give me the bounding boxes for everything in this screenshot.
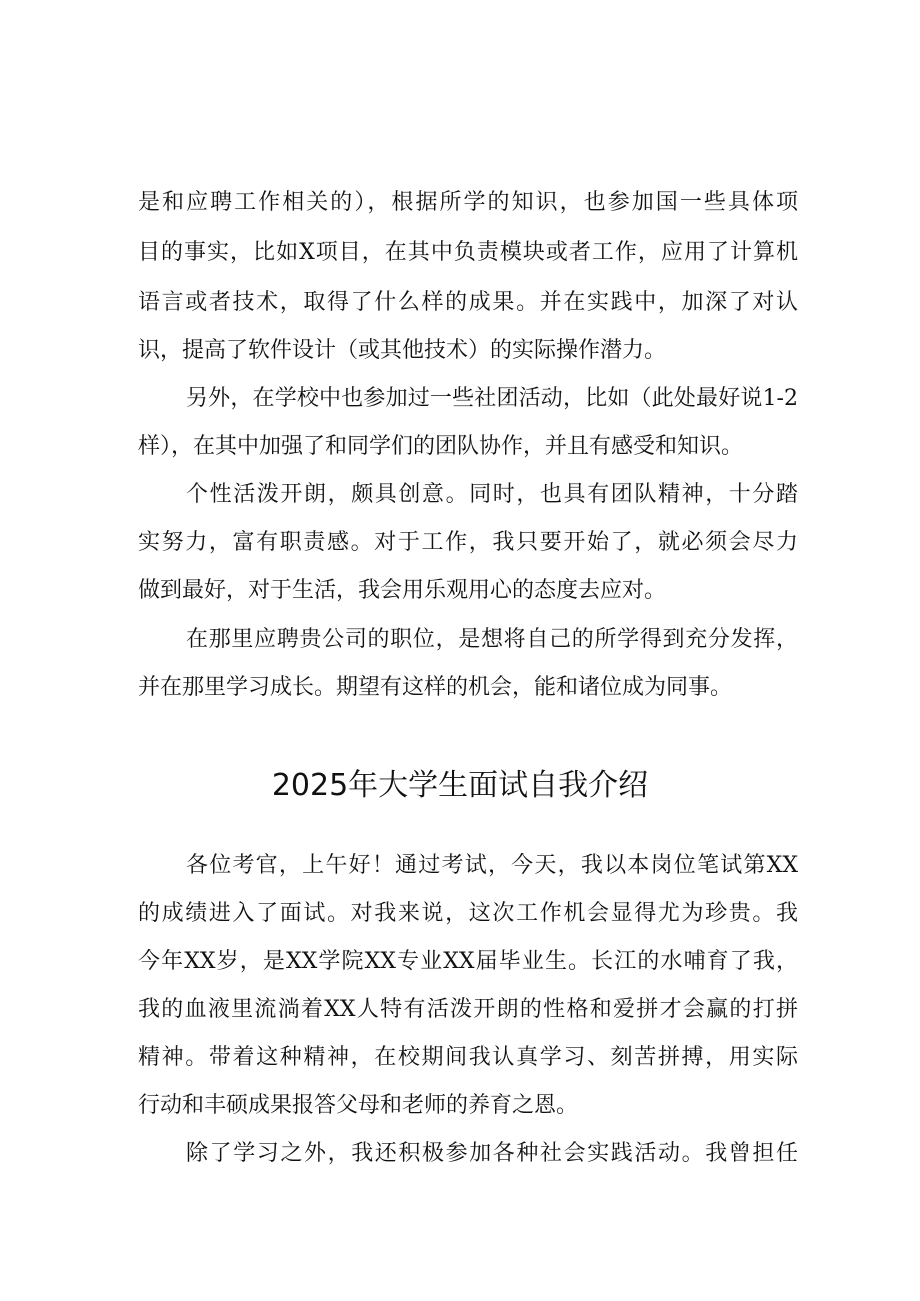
paragraph-line: 是和应聘工作相关的），根据所学的知识，也参加国一些具体项 bbox=[138, 190, 798, 215]
paragraph-line: 行动和丰硕成果报答父母和老师的养育之恩。 bbox=[138, 1093, 579, 1118]
paragraph-line: 个性活泼开朗，颇具创意。同时，也具有团队精神，十分踏 bbox=[186, 482, 798, 507]
paragraph-line: 语言或者技术，取得了什么样的成果。并在实践中，加深了对认 bbox=[138, 290, 798, 315]
paragraph-line: 做到最好，对于生活，我会用乐观用心的态度去应对。 bbox=[138, 578, 667, 603]
paragraph-line: 我的血液里流淌着XX人特有活泼开朗的性格和爱拼才会赢的打拼 bbox=[138, 997, 798, 1022]
page-title: 2025年大学生面试自我介绍 bbox=[271, 768, 649, 803]
paragraph-line: 另外，在学校中也参加过一些社团活动，比如（此处最好说1-2 bbox=[186, 386, 798, 411]
paragraph-line: 并在那里学习成长。期望有这样的机会，能和诸位成为同事。 bbox=[138, 675, 733, 700]
paragraph-line: 识，提高了软件设计（或其他技术）的实际操作潜力。 bbox=[138, 338, 667, 363]
paragraph-line: 精神。带着这种精神，在校期间我认真学习、刻苦拼搏，用实际 bbox=[138, 1045, 798, 1070]
paragraph-line: 各位考官，上午好！通过考试，今天，我以本岗位笔试第XX bbox=[186, 853, 798, 878]
paragraph-line: 实努力，富有职责感。对于工作，我只要开始了，就必须会尽力 bbox=[138, 530, 798, 555]
paragraph-line: 的成绩进入了面试。对我来说，这次工作机会显得尤为珍贵。我 bbox=[138, 901, 798, 926]
paragraph-line: 样），在其中加强了和同学们的团队协作，并且有感受和知识。 bbox=[138, 434, 744, 459]
paragraph-line: 目的事实，比如X项目，在其中负责模块或者工作，应用了计算机 bbox=[138, 240, 798, 265]
paragraph-line: 在那里应聘贵公司的职位，是想将自己的所学得到充分发挥， bbox=[186, 627, 798, 652]
paragraph-line: 除了学习之外，我还积极参加各种社会实践活动。我曾担任 bbox=[186, 1141, 798, 1166]
paragraph-line: 今年XX岁，是XX学院XX专业XX届毕业生。长江的水哺育了我， bbox=[138, 949, 798, 974]
